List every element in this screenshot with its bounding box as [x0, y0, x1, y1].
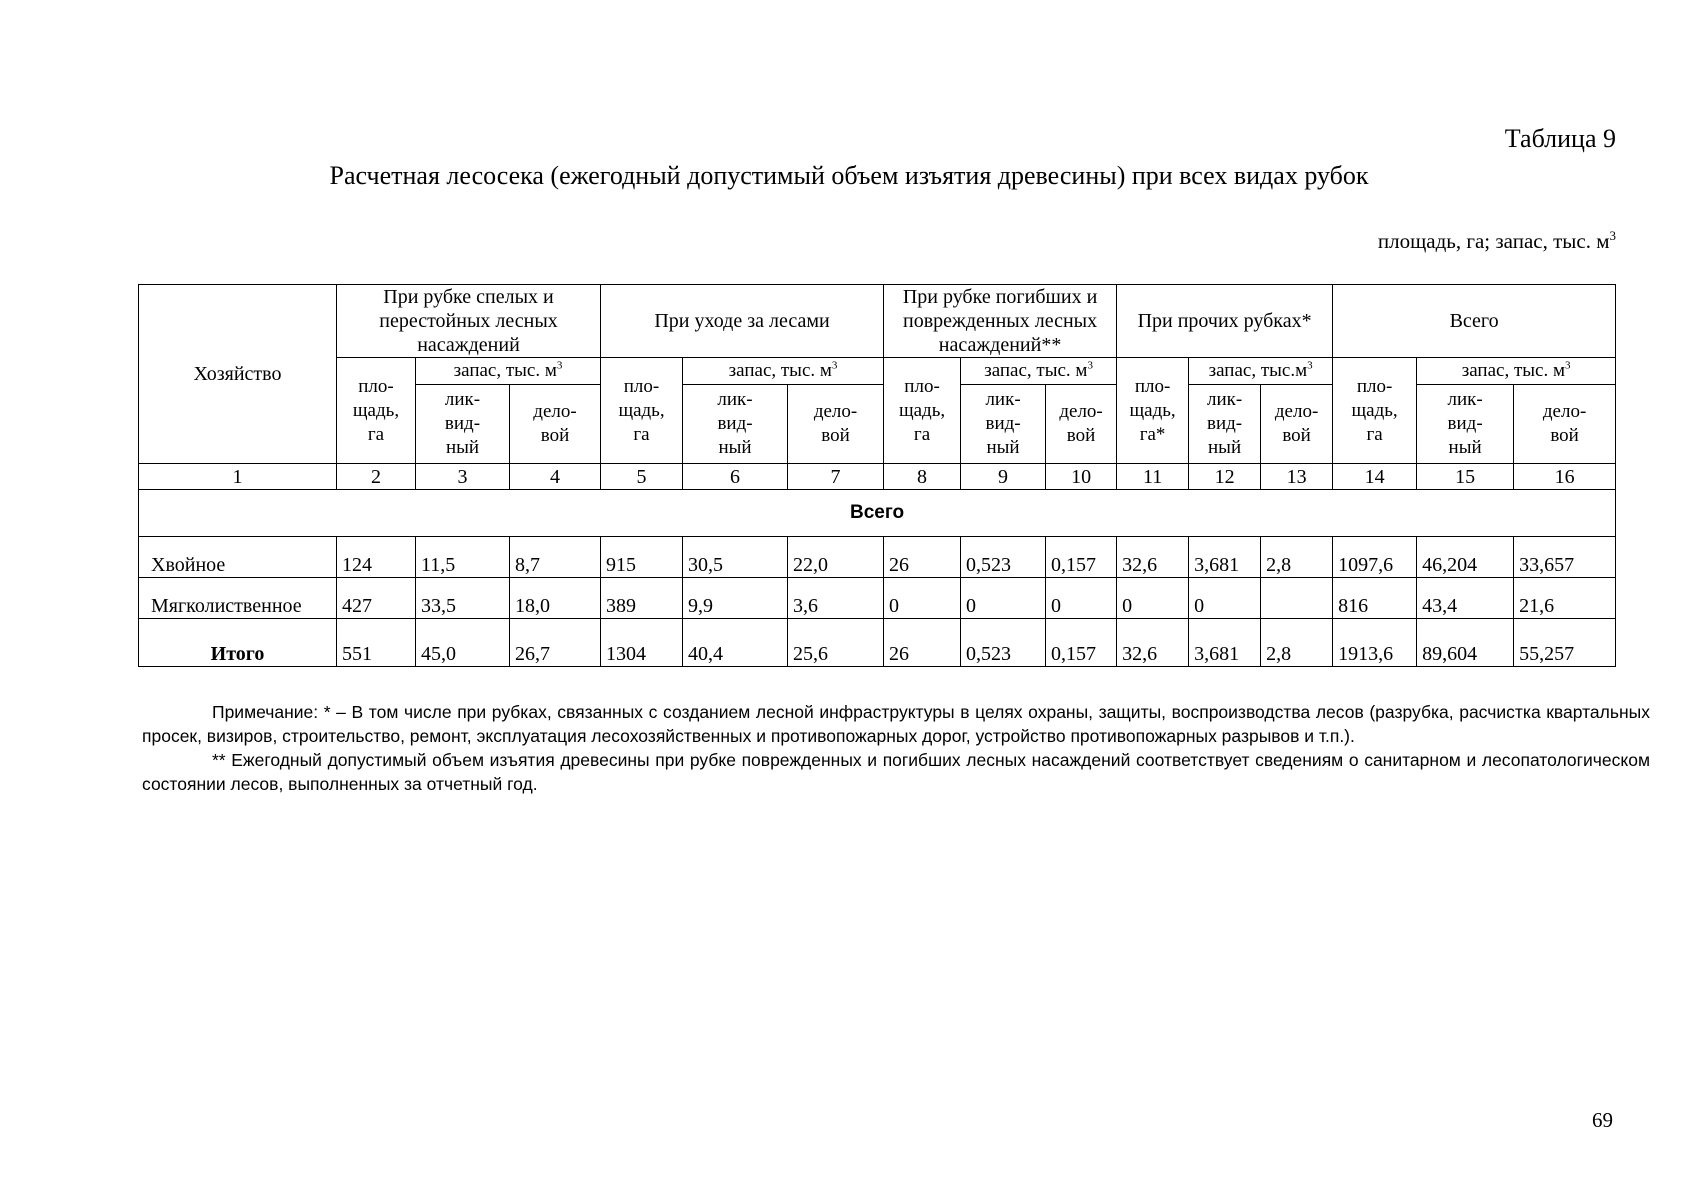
table-cell: 22,0 — [788, 537, 884, 578]
table-cell: 9,9 — [683, 578, 788, 619]
farm-name: Мягколиственное — [139, 578, 337, 619]
total-row — [139, 619, 1616, 667]
stock-header-sup: 3 — [1087, 359, 1093, 372]
farm-header: Хозяйство — [139, 285, 337, 464]
table-cell: 0,523 — [961, 537, 1046, 578]
header-row-groups — [139, 285, 1616, 358]
table-cell: 915 — [601, 537, 683, 578]
stock-header-sup: 3 — [556, 359, 563, 372]
column-number: 1 — [139, 464, 337, 490]
group-header-damaged: При рубке погибших и поврежденных лесных насаждений** — [884, 285, 1117, 358]
business-header: дело- вой — [510, 385, 601, 464]
table-cell: 33,5 — [416, 578, 510, 619]
stock-header — [961, 358, 1117, 385]
table-cell: 8,7 — [510, 537, 601, 578]
column-number-row — [139, 464, 1616, 490]
area-header: пло- щадь, га* — [1117, 358, 1189, 464]
group-header-total: Всего — [1333, 285, 1616, 358]
column-number: 5 — [601, 464, 683, 490]
stock-header-text: запас, тыс. м — [984, 360, 1088, 381]
table-cell: 816 — [1333, 578, 1417, 619]
table-cell: 2,8 — [1261, 619, 1333, 667]
liquid-header: лик- вид- ный — [1189, 385, 1261, 464]
column-number: 14 — [1333, 464, 1417, 490]
table-cell: 3,6 — [788, 578, 884, 619]
table-cell: 11,5 — [416, 537, 510, 578]
column-number: 4 — [510, 464, 601, 490]
table-cell: 55,257 — [1514, 619, 1616, 667]
table-cell: 33,657 — [1514, 537, 1616, 578]
table-cell: 0 — [1046, 578, 1117, 619]
column-number: 15 — [1417, 464, 1514, 490]
units-note — [1378, 228, 1616, 254]
stock-header — [683, 358, 884, 385]
table-cell: 1304 — [601, 619, 683, 667]
column-number: 2 — [337, 464, 416, 490]
stock-header-sup: 3 — [831, 359, 838, 372]
column-number: 13 — [1261, 464, 1333, 490]
table-cell: 2,8 — [1261, 537, 1333, 578]
table-cell: 124 — [337, 537, 416, 578]
table-cell — [1261, 578, 1333, 619]
table-cell: 18,0 — [510, 578, 601, 619]
table-cell: 45,0 — [416, 619, 510, 667]
area-header: пло- щадь, га — [337, 358, 416, 464]
table-cell: 21,6 — [1514, 578, 1616, 619]
table-cell: 0 — [1117, 578, 1189, 619]
header-row-stock — [139, 358, 1616, 385]
table-cell: 43,4 — [1417, 578, 1514, 619]
units-text: площадь, га; запас, тыс. м — [1377, 229, 1610, 253]
table-cell: 30,5 — [683, 537, 788, 578]
column-number: 11 — [1117, 464, 1189, 490]
section-title: Всего — [139, 490, 1616, 537]
stock-header — [1417, 358, 1616, 385]
stock-header — [416, 358, 601, 385]
liquid-header: лик- вид- ный — [683, 385, 788, 464]
table-cell: 46,204 — [1417, 537, 1514, 578]
column-number: 10 — [1046, 464, 1117, 490]
business-header: дело- вой — [1514, 385, 1616, 464]
table-cell: 427 — [337, 578, 416, 619]
table-cell: 0 — [884, 578, 961, 619]
table-cell: 0 — [1189, 578, 1261, 619]
stock-header — [1189, 358, 1333, 385]
table-cell: 0,157 — [1046, 537, 1117, 578]
table-cell: 1913,6 — [1333, 619, 1417, 667]
table-row — [139, 537, 1616, 578]
table-cell: 551 — [337, 619, 416, 667]
group-header-care: При уходе за лесами — [601, 285, 884, 358]
footnotes — [142, 700, 1650, 796]
section-row — [139, 490, 1616, 537]
table-cell: 26,7 — [510, 619, 601, 667]
area-header: пло- щадь, га — [884, 358, 961, 464]
liquid-header: лик- вид- ный — [1417, 385, 1514, 464]
column-number: 6 — [683, 464, 788, 490]
stock-header-sup: 3 — [1307, 359, 1313, 372]
units-sup: 3 — [1609, 228, 1616, 243]
table-cell: 40,4 — [683, 619, 788, 667]
business-header: дело- вой — [1261, 385, 1333, 464]
stock-header-text: запас, тыс. м — [453, 360, 557, 381]
column-number: 9 — [961, 464, 1046, 490]
stock-header-text: запас, тыс. м — [1461, 360, 1565, 381]
stock-header-text: запас, тыс.м — [1208, 360, 1308, 381]
table-cell: 89,604 — [1417, 619, 1514, 667]
column-number: 16 — [1514, 464, 1616, 490]
column-number: 3 — [416, 464, 510, 490]
farm-name: Хвойное — [139, 537, 337, 578]
group-header-mature: При рубке спелых и перестойных лесных насаждений — [337, 285, 601, 358]
table-row — [139, 578, 1616, 619]
column-number: 7 — [788, 464, 884, 490]
area-header: пло- щадь, га — [1333, 358, 1417, 464]
logging-table — [138, 284, 1616, 667]
liquid-header: лик- вид- ный — [961, 385, 1046, 464]
table-cell: 1097,6 — [1333, 537, 1417, 578]
table-cell: 389 — [601, 578, 683, 619]
footnote: Примечание: * – В том числе при рубках, связанных с созданием лесной инфраструктуры в целях охраны, защиты, воспроизводства лесов (разрубка, расчистка квартальных просек, визиров, строительство, ремонт, эксплуатация лесохозяйственных и противопожарных дорог, устройство противопожарных разрывов и т.п.). — [142, 702, 1650, 746]
liquid-header: лик- вид- ный — [416, 385, 510, 464]
group-header-other: При прочих рубках* — [1117, 285, 1333, 358]
table-cell: 32,6 — [1117, 619, 1189, 667]
stock-header-sup: 3 — [1564, 359, 1571, 372]
table-cell: 26 — [884, 619, 961, 667]
farm-name: Итого — [139, 619, 337, 667]
table-cell: 0,157 — [1046, 619, 1117, 667]
page-number: 69 — [1592, 1108, 1613, 1132]
column-number: 12 — [1189, 464, 1261, 490]
table-cell: 26 — [884, 537, 961, 578]
area-header: пло- щадь, га — [601, 358, 683, 464]
table-cell: 0,523 — [961, 619, 1046, 667]
column-number: 8 — [884, 464, 961, 490]
business-header: дело- вой — [788, 385, 884, 464]
table-label: Таблица 9 — [1504, 124, 1616, 153]
table-cell: 3,681 — [1189, 537, 1261, 578]
table-cell: 0 — [961, 578, 1046, 619]
table-title: Расчетная лесосека (ежегодный допустимый объем изъятия древесины) при всех видах рубок — [329, 161, 1369, 190]
table-cell: 32,6 — [1117, 537, 1189, 578]
stock-header-text: запас, тыс. м — [728, 360, 832, 381]
table-cell: 3,681 — [1189, 619, 1261, 667]
business-header: дело- вой — [1046, 385, 1117, 464]
footnote: ** Ежегодный допустимый объем изъятия древесины при рубке поврежденных и погибших лесных насаждений соответствует сведениям о санитарном и лесопатологическом состоянии лесов, выполненных за отчетный год. — [142, 750, 1650, 794]
table-cell: 25,6 — [788, 619, 884, 667]
